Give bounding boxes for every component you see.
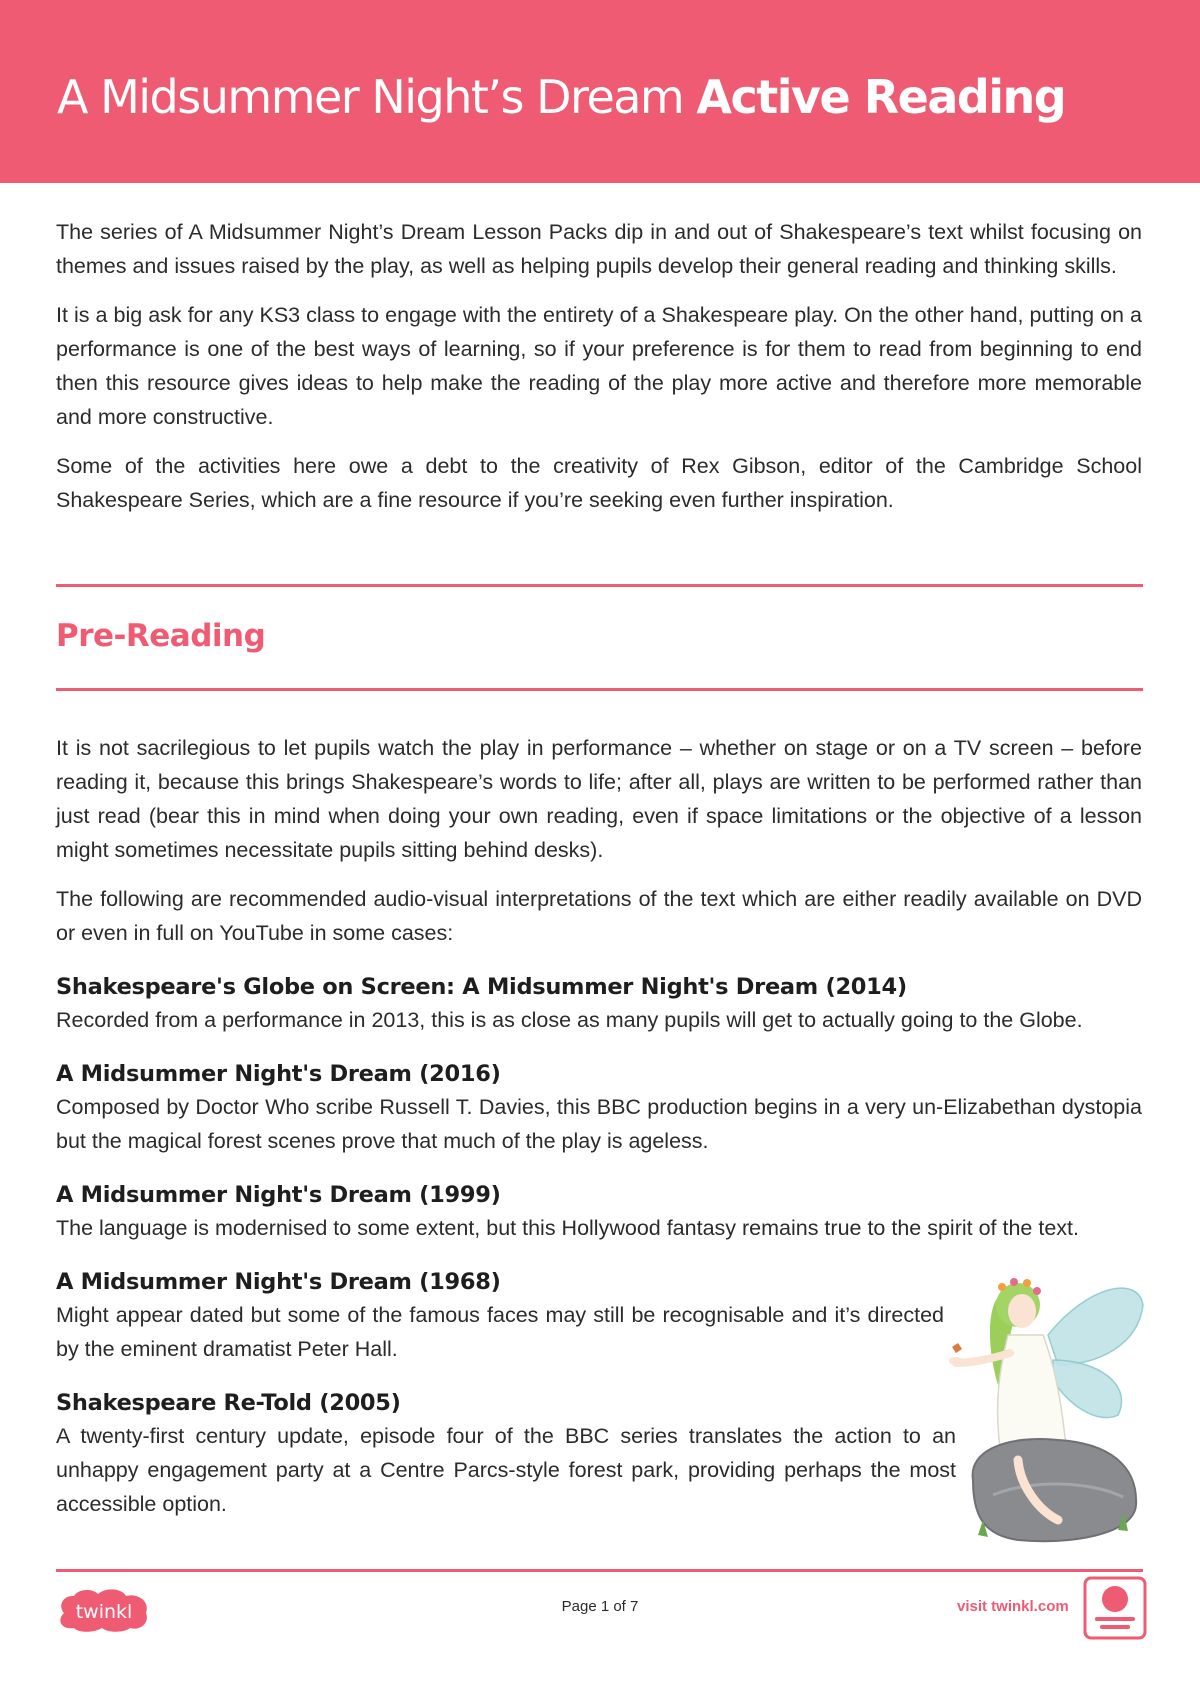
intro-paragraph-3: Some of the activities here owe a debt to the creativity of Rex Gibson, editor of the Cambridge School Shakespeare Series, which are a fine resource if you’re seeking even further inspiration. xyxy=(56,454,1142,512)
film-title: A Midsummer Night's Dream (1968) xyxy=(56,1269,501,1295)
film-item xyxy=(56,971,1142,1037)
film-item xyxy=(56,1179,1142,1245)
film-item xyxy=(56,1058,1142,1158)
section-heading-pre-reading: Pre-Reading xyxy=(56,618,266,654)
visit-twinkl-link[interactable]: visit twinkl.com xyxy=(957,1598,1069,1615)
quality-badge-icon xyxy=(1082,1575,1148,1641)
intro-paragraph-1: The series of A Midsummer Night’s Dream Lesson Packs dip in and out of Shakespeare’s text whilst focusing on themes and issues raised by the play, as well as helping pupils develop their general reading and thinking skills. xyxy=(56,220,1142,278)
page-title-bold: Active Reading xyxy=(696,70,1066,124)
film-description: Composed by Doctor Who scribe Russell T. Davies, this BBC production begins in a very un-Elizabethan dystopia but the magical forest scenes prove that much of the play is ageless. xyxy=(56,1095,1142,1153)
header-banner xyxy=(0,0,1200,183)
film-description: Recorded from a performance in 2013, this is as close as many pupils will get to actually going to the Globe. xyxy=(56,1008,1083,1032)
film-description: A twenty-first century update, episode four of the BBC series translates the action to an unhappy engagement party at a Centre Parcs-style forest park, providing perhaps the most accessible option. xyxy=(56,1424,956,1516)
pre-reading-paragraph-1: It is not sacrilegious to let pupils watch the play in performance – whether on stage or on a TV screen – before reading it, because this brings Shakespeare’s words to life; after all, plays are written to be performed rather than just read (bear this in mind when doing your own reading, even if space limitations or the objective of a lesson might sometimes necessitate pupils sitting behind desks). xyxy=(56,736,1142,862)
film-description: The language is modernised to some extent, but this Hollywood fantasy remains true to the spirit of the text. xyxy=(56,1216,1079,1240)
section-divider-top xyxy=(56,584,1143,587)
film-title: A Midsummer Night's Dream (1999) xyxy=(56,1182,501,1208)
film-item xyxy=(56,1266,944,1366)
film-description: Might appear dated but some of the famous faces may still be recognisable and it’s directed by the eminent dramatist Peter Hall. xyxy=(56,1303,944,1361)
page-number: Page 1 of 7 xyxy=(561,1598,639,1615)
page-title-regular: A Midsummer Night’s Dream xyxy=(57,70,697,124)
fairy-illustration xyxy=(948,1265,1148,1555)
pre-reading-paragraph-2: The following are recommended audio-visual interpretations of the text which are either readily available on DVD or even in full on YouTube in some cases: xyxy=(56,887,1142,945)
section-divider-bottom xyxy=(56,688,1143,691)
footer-divider xyxy=(56,1569,1143,1572)
film-item xyxy=(56,1387,956,1521)
pre-reading-section xyxy=(56,731,1142,950)
twinkl-logo-text: twinkl xyxy=(75,1601,133,1623)
film-title: Shakespeare Re-Told (2005) xyxy=(56,1390,401,1416)
intro-paragraph-2: It is a big ask for any KS3 class to engage with the entirety of a Shakespeare play. On the other hand, putting on a performance is one of the best ways of learning, so if your preference is for them to read from beginning to end then this resource gives ideas to help make the reading of the play more active and therefore more memorable and more constructive. xyxy=(56,303,1142,429)
film-title: A Midsummer Night's Dream (2016) xyxy=(56,1061,501,1087)
film-title: Shakespeare's Globe on Screen: A Midsummer Night's Dream (2014) xyxy=(56,974,907,1000)
intro-section xyxy=(56,215,1142,517)
page-title xyxy=(57,70,1065,124)
